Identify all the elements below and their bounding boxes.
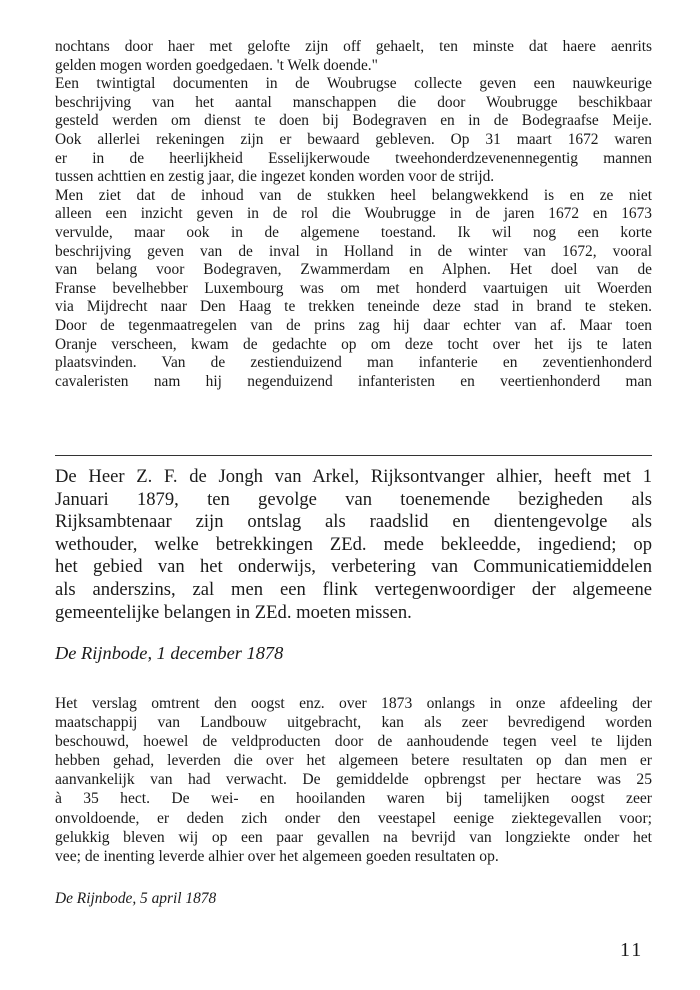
citation-rijnbode-april: De Rijnbode, 5 april 1878 bbox=[55, 890, 217, 907]
text-line: het gebied van het onderwijs, verbetering van Communicatiemiddelen bbox=[55, 556, 652, 578]
text-line: Oranje verscheen, kwam de gedachte op om deze tocht over het ijs te laten bbox=[55, 335, 652, 353]
text-line: wethouder, welke betrekkingen ZEd. mede bekleedde, ingediend; op bbox=[55, 533, 652, 555]
text-line: De Heer Z. F. de Jongh van Arkel, Rijksontvanger alhier, heeft met 1 bbox=[55, 466, 652, 487]
text-line: Rijksambtenaar zijn ontslag als raadslid en dientengevolge als bbox=[55, 511, 652, 533]
text-line: tussen achttien en zestig jaar, die ingezet konden worden voor de strijd. bbox=[55, 168, 495, 186]
text-line: Men ziet dat de inhoud van de stukken heel belangwekkend is en ze niet bbox=[55, 186, 652, 204]
text-line: onvoldoende, er deden zich onder den veestapel eenige ziektegevallen voor; bbox=[55, 809, 652, 827]
citation-rijnbode-december: De Rijnbode, 1 december 1878 bbox=[55, 643, 284, 663]
text-line: vee; de inenting leverde alhier over het algemeen goeden resultaten op. bbox=[55, 847, 499, 865]
text-line: Door de tegenmaatregelen van de prins zag hij daar echter van af. Maar toen bbox=[55, 316, 652, 334]
newspaper-quote-oogst bbox=[55, 694, 652, 866]
text-line: gesteld werden om dienst te doen bij Bodegraven en in de Bodegraafse Meije. bbox=[55, 112, 652, 130]
page-number: 11 bbox=[620, 939, 644, 961]
text-line: gelukkig bleven wij op een paar gevallen na bevrijd van longziekte onder het bbox=[55, 828, 652, 846]
text-line: Ook allerlei rekeningen zijn er bewaard gebleven. Op 31 maart 1672 waren bbox=[55, 130, 652, 148]
section-divider bbox=[55, 455, 652, 456]
text-line: van belang voor Bodegraven, Zwammerdam en Alphen. Het doel van de bbox=[55, 261, 652, 279]
text-line: alleen een inzicht geven in de rol die Woubrugge in de jaren 1672 en 1673 bbox=[55, 205, 652, 223]
text-line: plaatsvinden. Van de zestienduizend man infanterie en zeventienhonderd bbox=[55, 354, 652, 372]
text-line: vervulde, maar ook in de algemene toestand. Ik wil nog een korte bbox=[55, 223, 652, 241]
text-line: als anderszins, zal men een flink vertegenwoordiger der algemeene bbox=[55, 578, 652, 600]
text-line: Het verslag omtrent den oogst enz. over 1873 onlangs in onze afdeeling der bbox=[55, 695, 652, 712]
text-line: Januari 1879, ten gevolge van toenemende bezigheden als bbox=[55, 488, 652, 510]
article-body-woubrugge bbox=[55, 38, 652, 391]
text-line: beschrijving geven van de inval in Holland in de winter van 1672, vooral bbox=[55, 242, 652, 260]
text-line: Franse bevelhebber Luxembourg was om met honderd vaartuigen uit Woerden bbox=[55, 279, 652, 297]
text-line: à 35 hect. De wei- en hooilanden waren bij tamelijken oogst zeer bbox=[55, 790, 652, 808]
text-line: cavaleristen nam hij negenduizend infanteristen en veertienhonderd man bbox=[55, 372, 652, 390]
text-line: gemeentelijke belangen in ZEd. moeten missen. bbox=[55, 601, 412, 623]
text-line: maatschappij van Landbouw uitgebracht, kan als zeer bevredigend worden bbox=[55, 714, 652, 732]
text-line: via Mijdrecht naar Den Haag te trekken teneinde deze stad in brand te steken. bbox=[55, 298, 652, 316]
text-line: er in de heerlijkheid Esselijkerwoude tweehonderdzevenennegentig mannen bbox=[55, 149, 652, 167]
newspaper-quote-de-jongh bbox=[55, 466, 652, 624]
text-line: hebben gehad, leverden die over het algemeen betere resultaten op dan men er bbox=[55, 752, 652, 770]
text-line: nochtans door haer met gelofte zijn off gehaelt, ten minste dat haere aenrits bbox=[55, 38, 652, 55]
text-line: beschrijving van het aantal manschappen die door Woubrugge beschikbaar bbox=[55, 93, 652, 111]
text-line: gelden mogen worden goedgedaen. 't Welk doende." bbox=[55, 56, 378, 74]
text-line: beschouwd, hoewel de veldproducten door de aanhoudende tegen veel te lijden bbox=[55, 733, 652, 751]
text-line: aanvankelijk van had verwacht. De gemiddelde opbrengst per hectare was 25 bbox=[55, 771, 652, 789]
text-line: Een twintigtal documenten in de Woubrugse collecte geven een nauwkeurige bbox=[55, 75, 652, 93]
